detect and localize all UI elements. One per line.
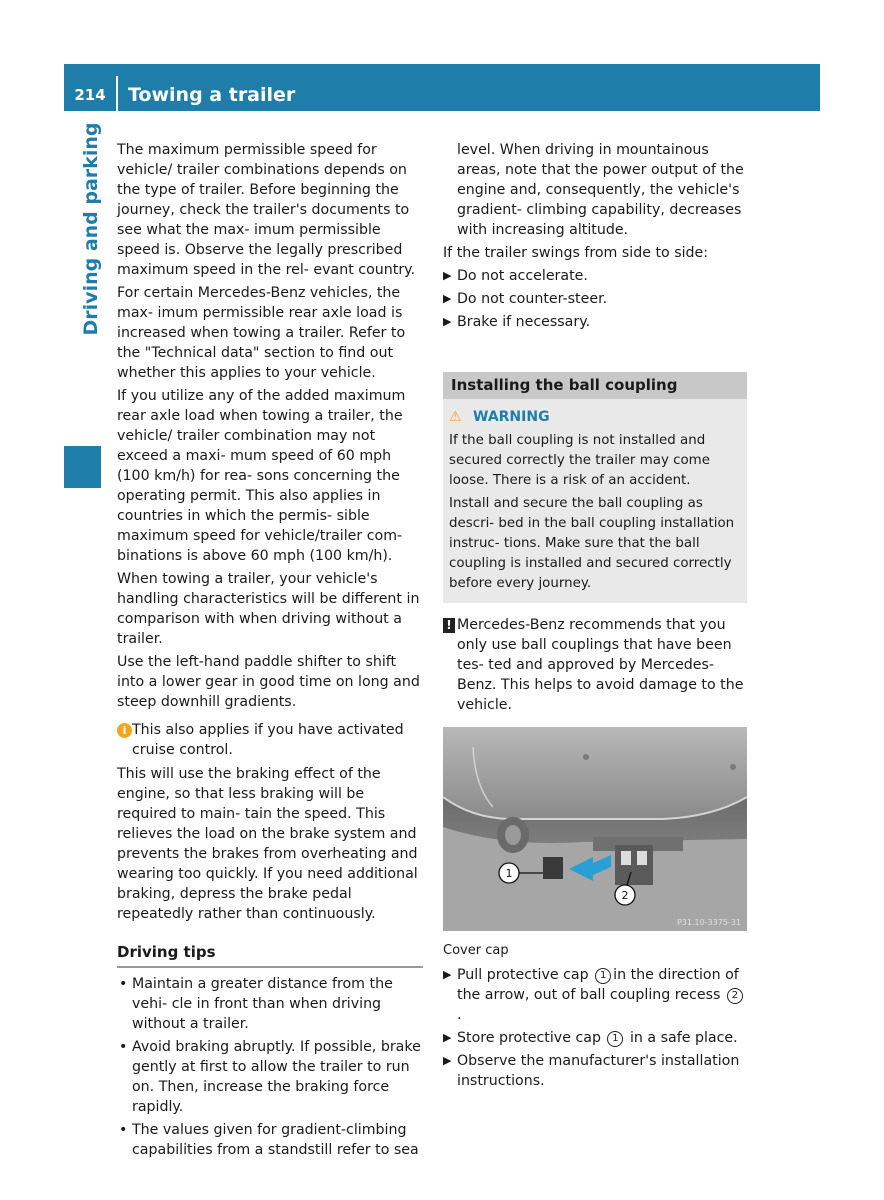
- page-header: [64, 64, 820, 111]
- step-text: Store protective cap: [457, 1030, 601, 1046]
- callout-1-ref: 1: [595, 968, 611, 984]
- step-text: Do not counter-steer.: [457, 291, 608, 307]
- swing-intro: If the trailer swings from side to side:: [443, 245, 709, 261]
- warning-icon: ⚠: [449, 409, 462, 425]
- warning-title: [449, 407, 741, 427]
- paragraph: For certain Mercedes-Benz vehicles, the max- imum permissible rear axle load is increased when towing a trailer. Refer to the "Technical data" section to find out whether this applies to your vehicle.: [117, 285, 406, 381]
- callout-1-label: 1: [505, 867, 513, 880]
- list-item: [117, 1037, 423, 1117]
- warning-title-text: WARNING: [473, 409, 550, 425]
- step: [443, 1051, 747, 1091]
- step-arrow-icon: ▶: [443, 292, 452, 305]
- chapter-tab-marker: [64, 446, 101, 488]
- step: [443, 965, 747, 1025]
- callout-2-ref: 2: [727, 988, 743, 1004]
- bullet-icon: •: [119, 976, 128, 992]
- step-arrow-icon: ▶: [443, 1054, 452, 1067]
- list-item-text: Maintain a greater distance from the vehi- cle in front than when driving without a trailer.: [132, 976, 393, 1032]
- ball-coupling-illustration: [443, 727, 747, 931]
- step-arrow-icon: ▶: [443, 269, 452, 282]
- note: [443, 615, 747, 715]
- step-text: Observe the manufacturer's installation instructions.: [457, 1053, 740, 1089]
- paragraph: This will use the braking effect of the engine, so that less braking will be required to main- tain the speed. This relieves the load on the brake system and prevents the brakes from overheating and wearing too quickly. If you need additional braking, depress the brake pedal repeatedly rather than continuously.: [117, 766, 418, 922]
- left-column: [117, 140, 423, 1163]
- bullet-icon: •: [119, 1039, 128, 1055]
- paragraph: level. When driving in mountainous areas, note that the power output of the engine and, consequently, the vehicle's gradient- climbing capability, decreases with increasing altitude.: [457, 142, 744, 238]
- bullet-icon: •: [119, 1122, 128, 1138]
- warning-text: Install and secure the ball coupling as descri- bed in the ball coupling installation instruc- tions. Make sure that the ball coupling is installed and secured correctly before every journey.: [449, 496, 735, 591]
- step-text: .: [457, 1007, 462, 1023]
- step-arrow-icon: ▶: [443, 1031, 452, 1044]
- driving-tips-list: [117, 974, 423, 1160]
- exclamation-icon: !: [443, 618, 455, 633]
- paragraph: The maximum permissible speed for vehicle/ trailer combinations depends on the type of trailer. Before beginning the journey, check the trailer's documents to see what the max- imum permissible speed is. Observe the legally prescribed maximum speed in the rel- evant country.: [117, 142, 416, 278]
- list-item: [117, 1120, 423, 1160]
- ball-coupling-photo: [443, 727, 747, 931]
- callout-1-ref: 1: [607, 1031, 623, 1047]
- step: [443, 312, 747, 332]
- step-text: Pull protective cap: [457, 967, 589, 983]
- step-text: in the direction of the arrow, out of ball coupling recess: [457, 967, 739, 1003]
- chapter-label-text: Driving and parking: [80, 122, 102, 336]
- photo-code: P31.10-3375-31: [676, 918, 741, 927]
- section-heading: Installing the ball coupling: [443, 372, 747, 399]
- paragraph: When towing a trailer, your vehicle's handling characteristics will be different in comparison with when driving without a trailer.: [117, 571, 420, 647]
- photo-caption: Cover cap: [443, 943, 509, 958]
- right-column: [443, 140, 747, 1094]
- list-item: [117, 974, 423, 1034]
- step: [443, 289, 747, 309]
- step-arrow-icon: ▶: [443, 968, 452, 981]
- note-text: Mercedes-Benz recommends that you only use ball couplings that have been tes- ted and approved by Mercedes-Benz. This helps to avoid damage to the vehicle.: [457, 617, 744, 713]
- step-text: Brake if necessary.: [457, 314, 591, 330]
- warning-text: If the ball coupling is not installed and secured correctly the trailer may come loose. There is a risk of an accident.: [449, 433, 710, 488]
- paragraph: If you utilize any of the added maximum rear axle load when towing a trailer, the vehicle/ trailer combination may not exceed a maxi- mum speed of 60 mph (100 km/h) for rea- sons concerning the operating permit. This also applies in countries in which the permis- sible maximum speed for vehicle/trailer com- binations is above 60 mph (100 km/h).: [117, 388, 406, 564]
- step-text: Do not accelerate.: [457, 268, 588, 284]
- driving-tips-heading: Driving tips: [117, 942, 423, 968]
- step: [443, 1028, 747, 1048]
- callout-2-label: 2: [621, 889, 629, 902]
- warning-box: [443, 399, 747, 603]
- list-item-text: Avoid braking abruptly. If possible, brake gently at first to allow the trailer to run on. Then, increase the braking force rapidly.: [132, 1039, 421, 1115]
- page-title: Towing a trailer: [128, 84, 296, 106]
- page-number: 214: [74, 86, 106, 104]
- step-text: in a safe place.: [629, 1030, 738, 1046]
- info-note: [117, 720, 423, 760]
- list-item-text: The values given for gradient-climbing capabilities from a standstill refer to sea: [132, 1122, 419, 1158]
- info-note-text: This also applies if you have activated cruise control.: [132, 722, 404, 758]
- paragraph: Use the left-hand paddle shifter to shift into a lower gear in good time on long and steep downhill gradients.: [117, 654, 420, 710]
- header-divider: [116, 76, 118, 111]
- step: [443, 266, 747, 286]
- step-arrow-icon: ▶: [443, 315, 452, 328]
- info-icon: i: [117, 723, 132, 738]
